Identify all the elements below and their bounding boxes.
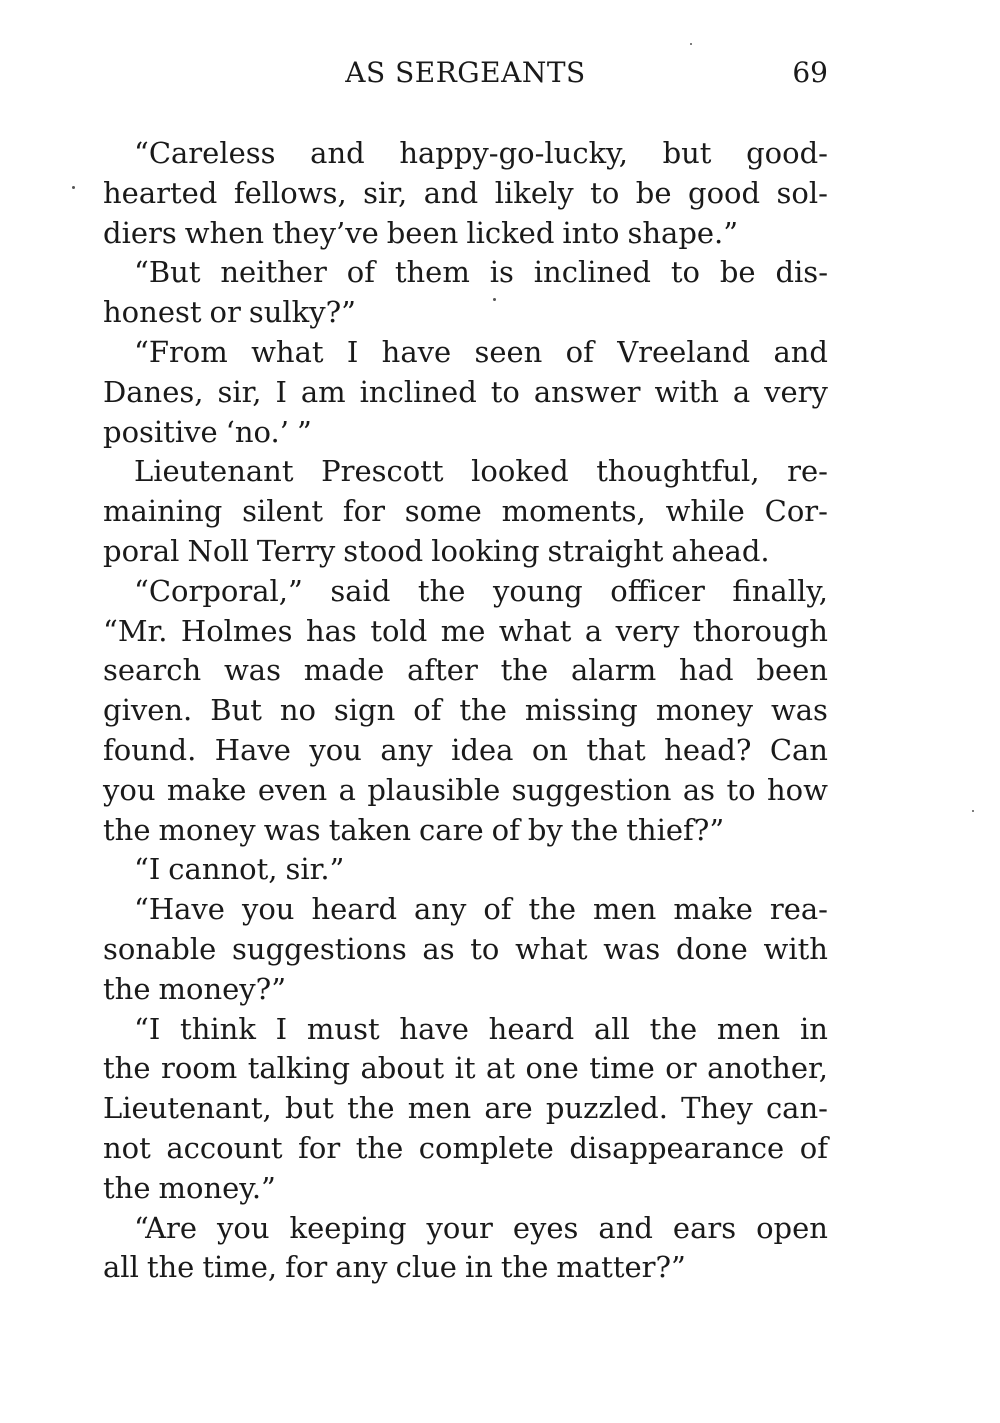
word: the bbox=[570, 812, 619, 847]
text-line bbox=[103, 293, 828, 333]
word: fellows, bbox=[233, 175, 347, 210]
word: “Careless bbox=[134, 136, 276, 170]
word: diers bbox=[103, 215, 177, 250]
word: good- bbox=[746, 136, 828, 170]
word: you bbox=[309, 732, 362, 767]
word: Vreeland bbox=[617, 334, 751, 369]
word: “I bbox=[134, 852, 161, 887]
word: “Are bbox=[134, 1210, 198, 1245]
word: I bbox=[346, 334, 359, 369]
word: another, bbox=[707, 1051, 828, 1086]
word: search bbox=[103, 653, 202, 688]
text-line bbox=[103, 1248, 828, 1288]
word: been bbox=[386, 215, 459, 250]
word: a bbox=[584, 613, 603, 648]
word: thief?” bbox=[626, 812, 725, 847]
word: I bbox=[275, 1011, 288, 1046]
word: straight bbox=[547, 533, 664, 568]
word: “But bbox=[134, 255, 201, 290]
word: Terry bbox=[256, 533, 336, 568]
word: money bbox=[158, 812, 256, 847]
text-line bbox=[103, 253, 828, 293]
word: the bbox=[500, 1250, 549, 1285]
word: of bbox=[799, 1130, 828, 1165]
word: maining bbox=[103, 494, 223, 529]
word: of bbox=[346, 255, 375, 290]
word: answer bbox=[533, 374, 641, 409]
word: be bbox=[635, 175, 672, 210]
text-line bbox=[103, 214, 828, 254]
word: was bbox=[770, 693, 828, 728]
word: but bbox=[662, 136, 712, 170]
word: ears bbox=[672, 1210, 737, 1245]
word: money.” bbox=[158, 1170, 276, 1205]
word: sir, bbox=[217, 374, 262, 409]
text-line bbox=[103, 850, 828, 890]
word: a bbox=[338, 772, 356, 807]
word: to bbox=[470, 931, 500, 966]
paper-speck bbox=[690, 43, 692, 45]
word: looked bbox=[471, 454, 569, 489]
word: in bbox=[464, 1250, 493, 1285]
word: your bbox=[426, 1210, 493, 1245]
word: you bbox=[103, 772, 156, 807]
word: missing bbox=[524, 693, 638, 728]
word: the bbox=[103, 1051, 151, 1086]
word: the bbox=[103, 1170, 151, 1205]
text-line bbox=[103, 930, 828, 970]
word: them bbox=[394, 255, 470, 290]
word: it bbox=[454, 1051, 476, 1086]
word: they’ve bbox=[272, 215, 379, 250]
word: neither bbox=[220, 255, 327, 290]
word: “Corporal,” bbox=[134, 573, 303, 608]
word: the bbox=[146, 1250, 195, 1285]
paper-speck bbox=[72, 186, 75, 189]
text-line bbox=[103, 612, 828, 652]
word: in bbox=[799, 1011, 828, 1046]
word: the bbox=[417, 573, 466, 608]
word: told bbox=[370, 613, 428, 648]
paper-speck bbox=[972, 810, 974, 812]
text-line bbox=[103, 134, 828, 174]
word: made bbox=[303, 653, 385, 688]
text-line bbox=[103, 1209, 828, 1249]
word: to bbox=[590, 175, 620, 210]
word: no bbox=[279, 693, 316, 728]
word: must bbox=[306, 1011, 380, 1046]
word: likely bbox=[494, 175, 574, 210]
word: men bbox=[407, 1091, 472, 1126]
word: But bbox=[210, 693, 262, 728]
word: that bbox=[586, 732, 646, 767]
word: cannot, bbox=[168, 852, 278, 887]
word: seen bbox=[474, 334, 543, 369]
word: licked bbox=[466, 215, 555, 250]
word: disappearance bbox=[569, 1130, 785, 1165]
word: Lieutenant, bbox=[103, 1091, 272, 1126]
word: the bbox=[528, 892, 577, 927]
running-head bbox=[103, 50, 828, 96]
word: thoughtful, bbox=[596, 454, 760, 489]
word: to bbox=[490, 374, 520, 409]
word: eyes bbox=[512, 1210, 579, 1245]
word: you bbox=[217, 1210, 270, 1245]
word: think bbox=[180, 1011, 256, 1046]
text-line bbox=[103, 492, 828, 532]
word: is bbox=[489, 255, 514, 290]
word: puzzled. bbox=[545, 1091, 668, 1126]
text-line bbox=[103, 651, 828, 691]
word: time, bbox=[202, 1250, 278, 1285]
word: good bbox=[688, 175, 761, 210]
running-title: AS SERGEANTS bbox=[345, 56, 586, 89]
text-line bbox=[103, 890, 828, 930]
word: happy-go-lucky, bbox=[399, 136, 628, 170]
text-line bbox=[103, 691, 828, 731]
word: moments, bbox=[501, 494, 646, 529]
word: talking bbox=[247, 1051, 351, 1086]
word: ” bbox=[296, 414, 312, 449]
text-line bbox=[103, 731, 828, 771]
word: for bbox=[285, 1250, 328, 1285]
word: some bbox=[404, 494, 482, 529]
word: even bbox=[257, 772, 328, 807]
word: care bbox=[419, 812, 484, 847]
word: the bbox=[649, 1011, 698, 1046]
word: have bbox=[399, 1011, 469, 1046]
word: while bbox=[665, 494, 745, 529]
word: finally, bbox=[732, 573, 828, 608]
word: and bbox=[598, 1210, 653, 1245]
word: was bbox=[603, 931, 661, 966]
text-line bbox=[103, 1169, 828, 1209]
word: by bbox=[527, 812, 563, 847]
word: head? bbox=[664, 732, 752, 767]
word: sol- bbox=[776, 175, 828, 210]
word: for bbox=[342, 494, 385, 529]
word: positive bbox=[103, 414, 218, 449]
word: have bbox=[381, 334, 452, 369]
word: “Have bbox=[134, 892, 225, 927]
word: officer bbox=[610, 573, 705, 608]
word: the bbox=[459, 693, 507, 728]
word: very bbox=[615, 613, 680, 648]
word: thorough bbox=[692, 613, 828, 648]
text-line bbox=[103, 373, 828, 413]
text-line bbox=[103, 413, 828, 453]
word: the bbox=[347, 1091, 395, 1126]
word: looking bbox=[431, 533, 540, 568]
word: hearted bbox=[103, 175, 218, 210]
word: or bbox=[209, 295, 241, 330]
word: was bbox=[223, 653, 281, 688]
text-line bbox=[103, 811, 828, 851]
word: any bbox=[380, 732, 433, 767]
word: time bbox=[589, 1051, 655, 1086]
word: Cor- bbox=[764, 494, 828, 529]
word: any bbox=[414, 892, 467, 927]
word: Danes, bbox=[103, 374, 204, 409]
word: found. bbox=[103, 732, 197, 767]
word: at bbox=[486, 1051, 515, 1086]
word: as bbox=[422, 931, 455, 966]
word: open bbox=[756, 1210, 828, 1245]
text-line bbox=[103, 333, 828, 373]
word: and bbox=[423, 175, 479, 210]
word: sulky?” bbox=[248, 295, 357, 330]
word: clue bbox=[395, 1250, 457, 1285]
word: men bbox=[716, 1011, 781, 1046]
word: I bbox=[275, 374, 287, 409]
word: sign bbox=[333, 693, 396, 728]
word: inclined bbox=[533, 255, 651, 290]
text-line bbox=[103, 970, 828, 1010]
word: with bbox=[654, 374, 719, 409]
word: how bbox=[766, 772, 828, 807]
word: into bbox=[562, 215, 620, 250]
text-line bbox=[103, 771, 828, 811]
word: sir.” bbox=[285, 852, 345, 887]
text-line bbox=[103, 452, 828, 492]
word: with bbox=[763, 931, 828, 966]
word: ‘no.’ bbox=[225, 414, 289, 449]
word: “Mr. bbox=[103, 613, 168, 648]
word: men bbox=[593, 892, 657, 927]
word: and bbox=[773, 334, 828, 369]
word: silent bbox=[242, 494, 324, 529]
word: the bbox=[500, 653, 549, 688]
word: as bbox=[682, 772, 716, 807]
word: sonable bbox=[103, 931, 217, 966]
word: matter?” bbox=[556, 1250, 686, 1285]
word: rea- bbox=[769, 892, 828, 927]
word: on bbox=[531, 732, 568, 767]
word: dis- bbox=[775, 255, 828, 290]
word: been bbox=[756, 653, 828, 688]
word: of bbox=[491, 812, 520, 847]
word: honest bbox=[103, 295, 202, 330]
word: taken bbox=[328, 812, 412, 847]
word: make bbox=[166, 772, 247, 807]
word: very bbox=[764, 374, 828, 409]
text-line bbox=[103, 572, 828, 612]
paper-speck bbox=[493, 298, 496, 301]
word: be bbox=[719, 255, 756, 290]
word: or bbox=[665, 1051, 697, 1086]
word: heard bbox=[311, 892, 398, 927]
word: Prescott bbox=[321, 454, 444, 489]
word: after bbox=[407, 653, 478, 688]
text-line bbox=[103, 1010, 828, 1050]
word: can- bbox=[765, 1091, 828, 1126]
word: Lieutenant bbox=[134, 454, 294, 489]
word: was bbox=[263, 812, 321, 847]
word: account bbox=[166, 1130, 283, 1165]
word: young bbox=[492, 573, 583, 608]
word: room bbox=[160, 1051, 238, 1086]
word: Holmes bbox=[180, 613, 293, 648]
word: inclined bbox=[359, 374, 477, 409]
word: what bbox=[515, 931, 588, 966]
word: for bbox=[298, 1130, 341, 1165]
word: had bbox=[679, 653, 734, 688]
word: poral bbox=[103, 533, 180, 568]
word: Have bbox=[214, 732, 291, 767]
word: all bbox=[594, 1011, 630, 1046]
word: but bbox=[284, 1091, 334, 1126]
word: of bbox=[565, 334, 594, 369]
word: keeping bbox=[289, 1210, 407, 1245]
word: of bbox=[413, 693, 442, 728]
word: done bbox=[675, 931, 748, 966]
word: not bbox=[103, 1130, 151, 1165]
word: has bbox=[305, 613, 357, 648]
word: what bbox=[498, 613, 572, 648]
word: any bbox=[335, 1250, 388, 1285]
body-text bbox=[103, 134, 828, 1288]
word: idea bbox=[451, 732, 514, 767]
text-line bbox=[103, 174, 828, 214]
word: stood bbox=[343, 533, 424, 568]
word: alarm bbox=[570, 653, 657, 688]
word: suggestion bbox=[511, 772, 672, 807]
word: when bbox=[184, 215, 265, 250]
word: They bbox=[681, 1091, 753, 1126]
word: to bbox=[726, 772, 756, 807]
text-line bbox=[103, 1089, 828, 1129]
text-line bbox=[103, 1049, 828, 1089]
word: plausible bbox=[367, 772, 501, 807]
word: Can bbox=[769, 732, 828, 767]
word: me bbox=[440, 613, 486, 648]
word: all bbox=[103, 1250, 139, 1285]
page-number: 69 bbox=[792, 56, 828, 89]
word: “I bbox=[134, 1011, 161, 1046]
word: about bbox=[360, 1051, 445, 1086]
word: and bbox=[310, 136, 365, 170]
word: suggestions bbox=[232, 931, 407, 966]
word: a bbox=[732, 374, 751, 409]
word: make bbox=[673, 892, 753, 927]
word: the bbox=[103, 812, 151, 847]
word: one bbox=[525, 1051, 579, 1086]
word: shape.” bbox=[627, 215, 739, 250]
word: ahead. bbox=[671, 533, 770, 568]
word: said bbox=[330, 573, 391, 608]
word: sir, bbox=[363, 175, 408, 210]
word: money bbox=[655, 693, 753, 728]
word: re- bbox=[787, 454, 828, 489]
word: money?” bbox=[158, 971, 287, 1006]
text-line bbox=[103, 1129, 828, 1169]
word: am bbox=[300, 374, 346, 409]
word: what bbox=[251, 334, 324, 369]
text-line bbox=[103, 532, 828, 572]
word: the bbox=[355, 1130, 404, 1165]
word: Noll bbox=[187, 533, 249, 568]
word: “From bbox=[134, 334, 228, 369]
word: the bbox=[103, 971, 151, 1006]
word: heard bbox=[488, 1011, 575, 1046]
word: of bbox=[483, 892, 512, 927]
word: complete bbox=[418, 1130, 554, 1165]
word: are bbox=[484, 1091, 533, 1126]
word: to bbox=[670, 255, 700, 290]
word: given. bbox=[103, 693, 193, 728]
word: you bbox=[241, 892, 295, 927]
